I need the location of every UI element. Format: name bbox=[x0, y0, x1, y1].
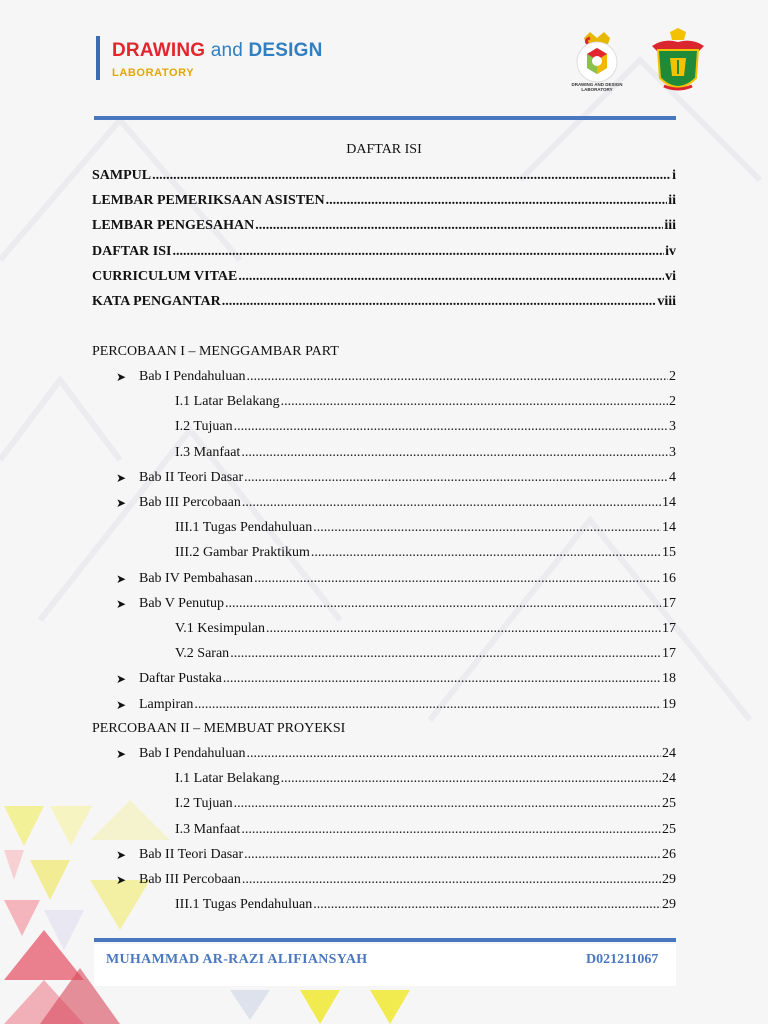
toc-entry bbox=[92, 193, 676, 211]
footer-student-id: D021211067 bbox=[586, 952, 659, 967]
toc-entry bbox=[175, 897, 676, 915]
toc-entry bbox=[175, 545, 676, 563]
toc-entry bbox=[139, 470, 676, 488]
bullet-arrow-icon: ➤ bbox=[116, 697, 127, 712]
toc-entry bbox=[175, 394, 676, 412]
toc-entry bbox=[175, 646, 676, 664]
bullet-arrow-icon: ➤ bbox=[116, 847, 127, 862]
toc-entry-page: 14 bbox=[662, 520, 676, 536]
toc-leader-dots bbox=[241, 822, 661, 838]
toc-leader-dots bbox=[222, 294, 657, 310]
toc-entry bbox=[175, 520, 676, 538]
toc-entry-label: SAMPUL bbox=[92, 168, 152, 183]
toc-entry-label: III.1 Tugas Pendahuluan bbox=[175, 897, 313, 913]
toc-leader-dots bbox=[238, 269, 664, 285]
toc-entry bbox=[139, 847, 676, 865]
toc-leader-dots bbox=[281, 394, 668, 410]
toc-entry-label: Bab V Penutup bbox=[139, 595, 225, 611]
toc-entry-label: Bab IV Pembahasan bbox=[139, 570, 254, 586]
toc-leader-dots bbox=[313, 520, 661, 536]
toc-entry-label: DAFTAR ISI bbox=[92, 243, 172, 259]
toc-leader-dots bbox=[326, 193, 668, 209]
toc-entry-label: LEMBAR PEMERIKSAAN ASISTEN bbox=[92, 193, 325, 209]
bullet-arrow-icon: ➤ bbox=[116, 571, 127, 586]
toc-entry bbox=[139, 746, 676, 764]
toc-leader-dots bbox=[266, 621, 661, 637]
toc-entry-label: I.3 Manfaat bbox=[175, 821, 241, 837]
toc-entry-page: 29 bbox=[662, 897, 676, 913]
page-title: DAFTAR ISI bbox=[346, 142, 422, 157]
toc-entry-page: 3 bbox=[669, 444, 676, 460]
toc-leader-dots bbox=[244, 470, 668, 486]
section-heading-percobaan-2: PERCOBAAN II – MEMBUAT PROYEKSI bbox=[92, 721, 346, 736]
toc-leader-dots bbox=[247, 369, 668, 385]
toc-entry bbox=[175, 621, 676, 639]
lab-logo-subtitle: LABORATORY bbox=[112, 67, 195, 79]
toc-entry bbox=[175, 796, 676, 814]
toc-leader-dots bbox=[241, 445, 668, 461]
toc-entry-page: 29 bbox=[662, 872, 676, 887]
toc-leader-dots bbox=[255, 218, 663, 234]
footer-rule bbox=[94, 938, 676, 942]
toc-entry-page: 25 bbox=[662, 821, 676, 837]
toc-leader-dots bbox=[254, 571, 661, 587]
toc-leader-dots bbox=[230, 646, 661, 662]
toc-entry-page: 3 bbox=[669, 419, 676, 435]
toc-entry-page: 26 bbox=[662, 846, 676, 862]
toc-entry-label: I.1 Latar Belakang bbox=[175, 394, 280, 410]
toc-entry-label: I.2 Tujuan bbox=[175, 796, 233, 812]
logo-word-design: DESIGN bbox=[248, 40, 323, 61]
toc-entry-page: 2 bbox=[669, 369, 676, 384]
toc-leader-dots bbox=[244, 847, 661, 863]
toc-entry bbox=[92, 294, 676, 312]
bullet-arrow-icon: ➤ bbox=[116, 470, 127, 485]
toc-entry-label: V.2 Saran bbox=[175, 646, 230, 662]
toc-entry-label: I.1 Latar Belakang bbox=[175, 771, 280, 787]
toc-leader-dots bbox=[234, 796, 661, 812]
toc-entry bbox=[92, 244, 676, 262]
toc-entry bbox=[175, 445, 676, 463]
toc-entry-page: 2 bbox=[669, 394, 676, 410]
toc-entry-label: Lampiran bbox=[139, 696, 194, 712]
toc-entry-label: I.2 Tujuan bbox=[175, 419, 233, 435]
toc-leader-dots bbox=[234, 419, 668, 435]
lab-emblem-text: DRAWING AND DESIGN LABORATORY bbox=[571, 82, 623, 92]
toc-entry-page: 17 bbox=[662, 595, 676, 611]
toc-leader-dots bbox=[242, 495, 661, 511]
bullet-arrow-icon: ➤ bbox=[116, 596, 127, 611]
toc-entry-page: 17 bbox=[662, 621, 676, 636]
toc-entry bbox=[139, 697, 676, 715]
toc-entry bbox=[139, 872, 676, 890]
toc-leader-dots bbox=[223, 671, 661, 687]
toc-entry bbox=[139, 596, 676, 614]
toc-entry bbox=[92, 218, 676, 236]
section-heading-percobaan-1: PERCOBAAN I – MENGGAMBAR PART bbox=[92, 344, 339, 359]
toc-leader-dots bbox=[242, 872, 661, 888]
toc-leader-dots bbox=[281, 771, 661, 787]
toc-entry-page: 19 bbox=[662, 696, 676, 712]
bullet-arrow-icon: ➤ bbox=[116, 873, 127, 887]
toc-entry-page: 4 bbox=[669, 469, 676, 485]
toc-entry-page: 24 bbox=[662, 771, 676, 787]
toc-entry-page: viii bbox=[657, 294, 676, 309]
toc-leader-dots bbox=[313, 897, 661, 913]
toc-leader-dots bbox=[225, 596, 661, 612]
toc-entry-page: 15 bbox=[662, 545, 676, 561]
toc-entry-label: KATA PENGANTAR bbox=[92, 294, 221, 309]
toc-entry-page: 17 bbox=[662, 646, 676, 662]
toc-entry-label: Bab II Teori Dasar bbox=[139, 846, 244, 862]
toc-entry-page: vi bbox=[665, 268, 676, 284]
toc-entry bbox=[139, 571, 676, 589]
toc-entry-page: 25 bbox=[662, 796, 676, 812]
bullet-arrow-icon: ➤ bbox=[116, 370, 127, 384]
toc-entry bbox=[139, 495, 676, 513]
bullet-arrow-icon: ➤ bbox=[116, 747, 127, 761]
toc-entry bbox=[139, 671, 676, 689]
toc-entry-label: LEMBAR PENGESAHAN bbox=[92, 218, 255, 234]
toc-entry-page: i bbox=[672, 168, 676, 183]
toc-leader-dots bbox=[194, 697, 661, 713]
toc-entry-label: Bab III Percobaan bbox=[139, 495, 241, 510]
toc-leader-dots bbox=[247, 746, 661, 762]
page-header bbox=[0, 0, 768, 120]
toc-entry bbox=[175, 822, 676, 840]
logo-accent-bar bbox=[96, 36, 100, 80]
toc-entry-label: Daftar Pustaka bbox=[139, 671, 222, 687]
toc-entry-label: Bab III Percobaan bbox=[139, 872, 241, 887]
university-emblem-icon bbox=[648, 28, 708, 96]
header-rule bbox=[94, 116, 676, 120]
toc-entry-label: Bab I Pendahuluan bbox=[139, 746, 246, 761]
lab-logo-title bbox=[112, 40, 323, 62]
toc-leader-dots bbox=[311, 545, 661, 561]
toc-entry-label: Bab II Teori Dasar bbox=[139, 469, 244, 485]
toc-entry-page: 14 bbox=[662, 495, 676, 510]
toc-leader-dots bbox=[152, 168, 671, 184]
toc-entry-label: I.3 Manfaat bbox=[175, 444, 241, 460]
footer-student-name: MUHAMMAD AR-RAZI ALIFIANSYAH bbox=[106, 952, 368, 967]
toc-entry-page: ii bbox=[668, 193, 676, 209]
toc-entry bbox=[92, 269, 676, 287]
bullet-arrow-icon: ➤ bbox=[116, 672, 127, 687]
toc-entry bbox=[175, 419, 676, 437]
toc-entry-page: 16 bbox=[662, 570, 676, 586]
toc-entry bbox=[139, 369, 676, 387]
toc-entry-label: CURRICULUM VITAE bbox=[92, 268, 238, 284]
toc-entry-label: III.1 Tugas Pendahuluan bbox=[175, 520, 313, 536]
toc-entry bbox=[92, 168, 676, 186]
toc-entry-page: 18 bbox=[662, 671, 676, 687]
toc-entry-label: Bab I Pendahuluan bbox=[139, 369, 246, 384]
toc-entry bbox=[175, 771, 676, 789]
toc-entry-label: III.2 Gambar Praktikum bbox=[175, 545, 310, 561]
toc-entry-page: iv bbox=[665, 243, 676, 259]
toc-entry-page: 24 bbox=[662, 746, 676, 761]
toc-entry-page: iii bbox=[664, 218, 676, 234]
logo-word-drawing: DRAWING bbox=[112, 40, 206, 61]
toc-leader-dots bbox=[172, 244, 664, 260]
logo-word-and: and bbox=[210, 40, 244, 61]
toc-entry-label: V.1 Kesimpulan bbox=[175, 621, 265, 636]
bullet-arrow-icon: ➤ bbox=[116, 496, 127, 510]
